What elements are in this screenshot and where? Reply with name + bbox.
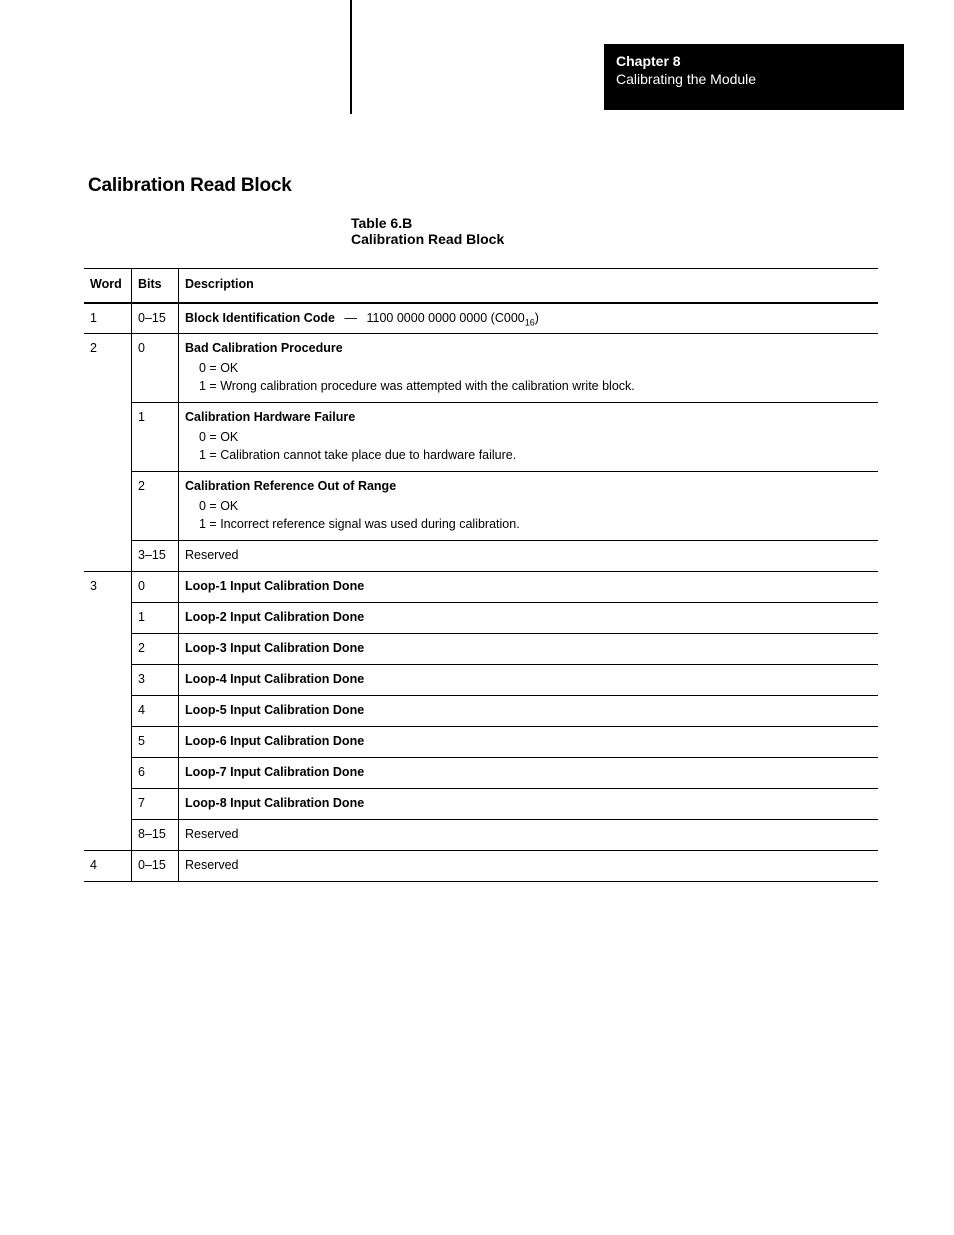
word-cell: 4: [84, 851, 132, 882]
column-header-word: Word: [84, 269, 132, 303]
block-id-label: Block Identification Code: [185, 310, 336, 325]
bits-cell: 2: [132, 472, 179, 541]
bits-cell: 0: [132, 334, 179, 403]
table-number: Table 6.B: [351, 215, 413, 231]
section-title: Calibration Read Block: [88, 175, 292, 196]
description-cell: Reserved: [179, 820, 879, 851]
bits-cell: 3–15: [132, 541, 179, 572]
description-cell: [179, 303, 879, 334]
table-row: [84, 603, 878, 634]
bits-cell: 8–15: [132, 820, 179, 851]
bits-cell: 2: [132, 634, 179, 665]
description-cell: [179, 334, 879, 403]
table-row: [84, 334, 878, 403]
table-row: [84, 541, 878, 572]
table-caption: [351, 215, 504, 247]
table-row: [84, 572, 878, 603]
bits-cell: 1: [132, 403, 179, 472]
chapter-number: Chapter 8: [616, 53, 681, 69]
bits-cell: 0–15: [132, 851, 179, 882]
bits-cell: 0–15: [132, 303, 179, 334]
bits-cell: 7: [132, 789, 179, 820]
description-cell: [179, 472, 879, 541]
description-cell: Loop-5 Input Calibration Done: [179, 696, 879, 727]
bits-cell: 5: [132, 727, 179, 758]
table-row: [84, 758, 878, 789]
table-row: [84, 665, 878, 696]
description-cell: Loop-6 Input Calibration Done: [179, 727, 879, 758]
bit-title: Bad Calibration Procedure: [185, 341, 343, 355]
bit-value-line: 1 = Incorrect reference signal was used during calibration.: [199, 517, 520, 531]
description-cell: Reserved: [179, 541, 879, 572]
word-cell: 3: [84, 572, 132, 851]
description-cell: Reserved: [179, 851, 879, 882]
bit-value-line: 0 = OK: [199, 430, 239, 444]
table-row: [84, 303, 878, 334]
chapter-header: [604, 44, 904, 110]
header-divider-line: [350, 0, 352, 114]
table-row: [84, 789, 878, 820]
table-row: [84, 696, 878, 727]
description-cell: Loop-3 Input Calibration Done: [179, 634, 879, 665]
bit-value-line: 0 = OK: [199, 361, 239, 375]
block-id-close: ): [534, 310, 539, 325]
table-row: [84, 472, 878, 541]
bit-value-line: 1 = Wrong calibration procedure was attempted with the calibration write block.: [199, 379, 635, 393]
bits-cell: 6: [132, 758, 179, 789]
table-header-row: [84, 269, 878, 303]
column-header-bits: Bits: [132, 269, 179, 303]
description-cell: Loop-8 Input Calibration Done: [179, 789, 879, 820]
bits-cell: 1: [132, 603, 179, 634]
table-title: Calibration Read Block: [351, 231, 505, 247]
hex-subscript: 16: [524, 317, 535, 327]
table-row: [84, 727, 878, 758]
description-cell: Loop-7 Input Calibration Done: [179, 758, 879, 789]
table-row: [84, 634, 878, 665]
chapter-title: Calibrating the Module: [616, 71, 757, 87]
table-row: [84, 851, 878, 882]
bit-title: Calibration Hardware Failure: [185, 410, 356, 424]
bits-cell: 3: [132, 665, 179, 696]
bits-cell: 0: [132, 572, 179, 603]
description-cell: [179, 403, 879, 472]
bit-value-line: 1 = Calibration cannot take place due to hardware failure.: [199, 448, 517, 462]
description-cell: Loop-1 Input Calibration Done: [179, 572, 879, 603]
table-row: [84, 820, 878, 851]
em-dash: —: [344, 310, 357, 325]
calibration-read-block-table: [84, 268, 878, 882]
description-cell: Loop-4 Input Calibration Done: [179, 665, 879, 696]
column-header-description: Description: [179, 269, 879, 303]
bit-title: Calibration Reference Out of Range: [185, 479, 397, 493]
bits-cell: 4: [132, 696, 179, 727]
bit-value-line: 0 = OK: [199, 499, 239, 513]
word-cell: 1: [84, 303, 132, 334]
block-id-value: 1100 0000 0000 0000 (C000: [366, 310, 525, 325]
word-cell: 2: [84, 334, 132, 572]
description-cell: Loop-2 Input Calibration Done: [179, 603, 879, 634]
table-row: [84, 403, 878, 472]
